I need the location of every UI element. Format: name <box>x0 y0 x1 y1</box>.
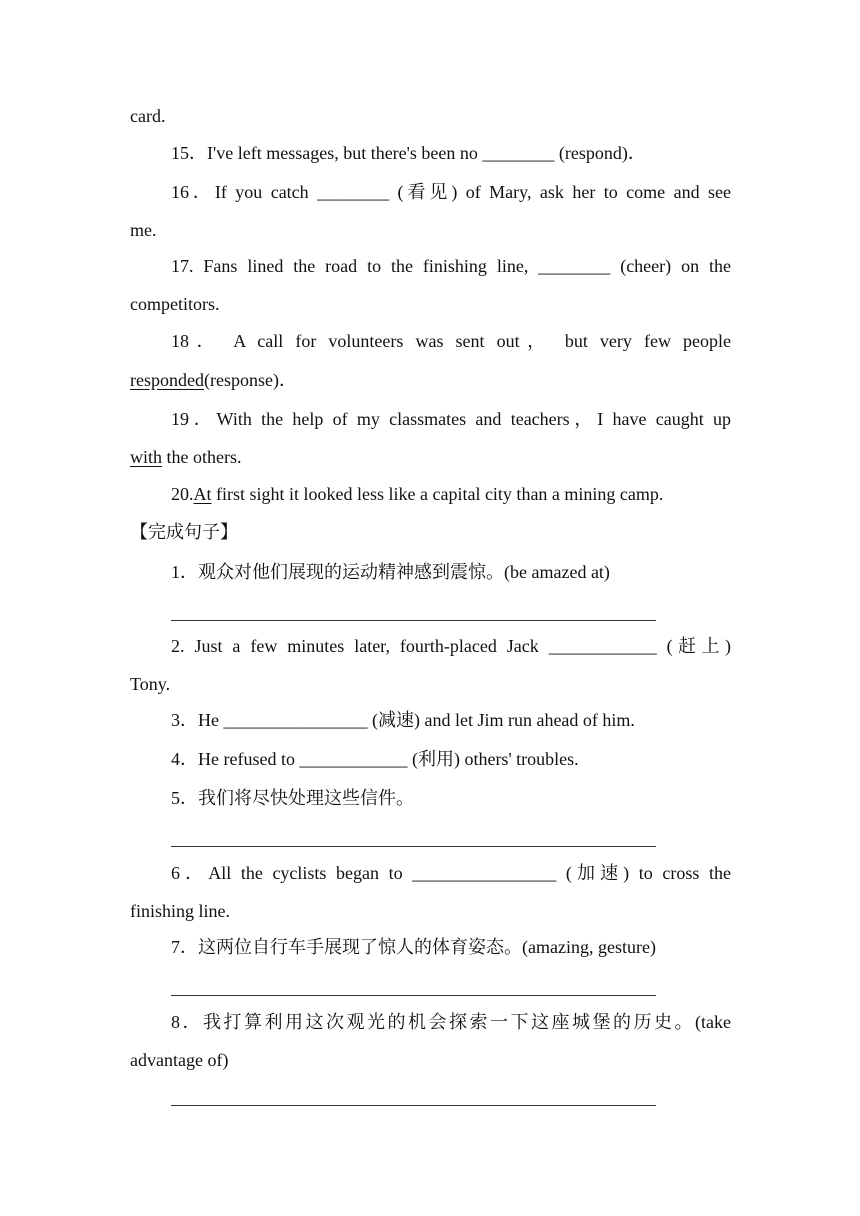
question-17-line1: 17. Fans lined the road to the finishing line, ________ (cheer) on the <box>171 256 731 276</box>
q14-continuation: card. <box>130 106 166 126</box>
question-15: 15．I've left messages, but there's been no ________ (respond)． <box>171 143 646 163</box>
sentence-6-line2: finishing line. <box>130 901 230 921</box>
question-18-hint: (response)． <box>203 370 297 390</box>
question-20 <box>171 482 731 506</box>
sentence-2-line1: 2. Just a few minutes later, fourth-placed Jack ____________ (赶上) <box>171 636 731 656</box>
answer-line-1 <box>171 620 656 621</box>
question-20-rest: first sight it looked less like a capital city than a mining camp. <box>211 484 664 504</box>
sentence-3: 3．He ________________ (减速) and let Jim run ahead of him. <box>171 710 635 730</box>
sentence-2-line2: Tony. <box>130 674 171 694</box>
question-19-rest: the others. <box>162 447 242 467</box>
question-20-number: 20. <box>171 484 194 504</box>
answer-responded: responded <box>130 370 204 390</box>
sentence-5: 5．我们将尽快处理这些信件。 <box>171 788 414 808</box>
sentence-1: 1．观众对他们展现的运动精神感到震惊。(be amazed at) <box>171 562 610 582</box>
answer-line-7 <box>171 995 656 996</box>
sentence-8-line1: 8．我打算利用这次观光的机会探索一下这座城堡的历史。(take <box>171 1012 731 1032</box>
question-16-line2: me. <box>130 220 157 240</box>
sentence-7: 7．这两位自行车手展现了惊人的体育姿态。(amazing, gesture) <box>171 937 656 957</box>
question-16-line1: 16．If you catch ________ (看见) of Mary, ask her to come and see <box>171 182 731 202</box>
answer-line-8 <box>171 1105 656 1106</box>
question-17-line2: competitors. <box>130 294 220 314</box>
answer-line-5 <box>171 846 656 847</box>
answer-at: At <box>193 484 212 504</box>
question-19-line2 <box>130 445 731 469</box>
sentence-8-line2: advantage of) <box>130 1050 229 1070</box>
question-18-line1: 18． A call for volunteers was sent out， but very few people <box>171 331 731 351</box>
section-heading: 【完成句子】 <box>130 522 238 542</box>
sentence-4: 4．He refused to ____________ (利用) others' troubles. <box>171 749 579 769</box>
question-18-line2 <box>130 368 731 392</box>
answer-with: with <box>130 447 163 467</box>
question-19-line1: 19．With the help of my classmates and teachers，I have caught up <box>171 409 731 429</box>
sentence-6-line1: 6．All the cyclists began to ________________ (加速) to cross the <box>171 863 731 883</box>
